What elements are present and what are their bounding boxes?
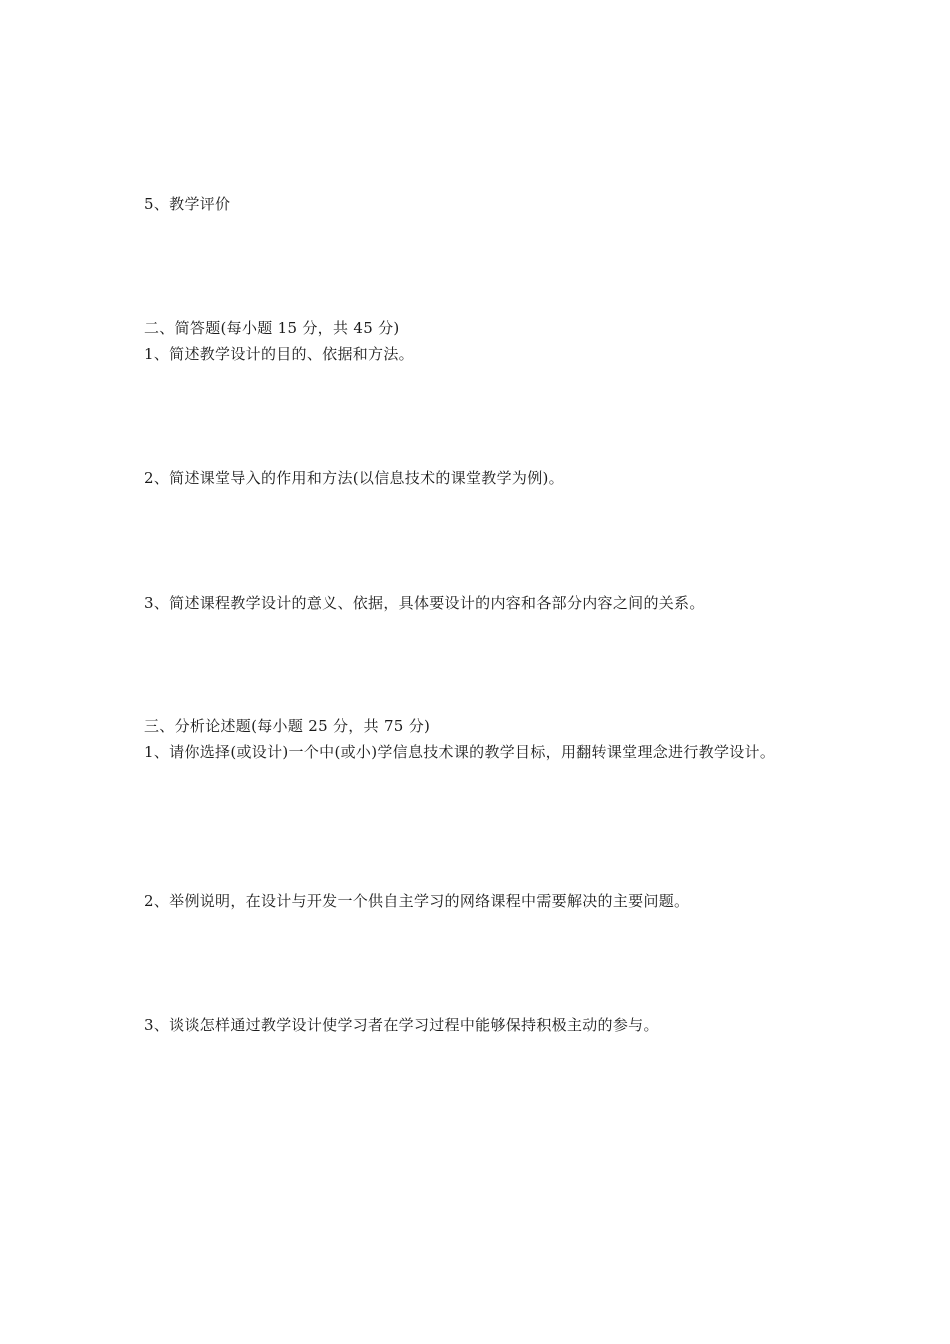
section-2-heading: 二、简答题(每小题 15 分，共 45 分)	[144, 319, 400, 337]
section-2-question-3: 3、简述课程教学设计的意义、依据，具体要设计的内容和各部分内容之间的关系。	[144, 594, 705, 612]
section-2-question-1: 1、简述教学设计的目的、依据和方法。	[144, 345, 414, 363]
section-3-heading: 三、分析论述题(每小题 25 分，共 75 分)	[144, 717, 431, 735]
section-3-question-2: 2、举例说明，在设计与开发一个供自主学习的网络课程中需要解决的主要问题。	[144, 892, 690, 910]
part1-item-5: 5、教学评价	[144, 195, 231, 213]
section-3-question-3: 3、谈谈怎样通过教学设计使学习者在学习过程中能够保持积极主动的参与。	[144, 1016, 659, 1034]
section-2-question-2: 2、简述课堂导入的作用和方法(以信息技术的课堂教学为例)。	[144, 469, 564, 487]
section-3-question-1: 1、请你选择(或设计)一个中(或小)学信息技术课的教学目标，用翻转课堂理念进行教学设计。	[144, 743, 776, 761]
